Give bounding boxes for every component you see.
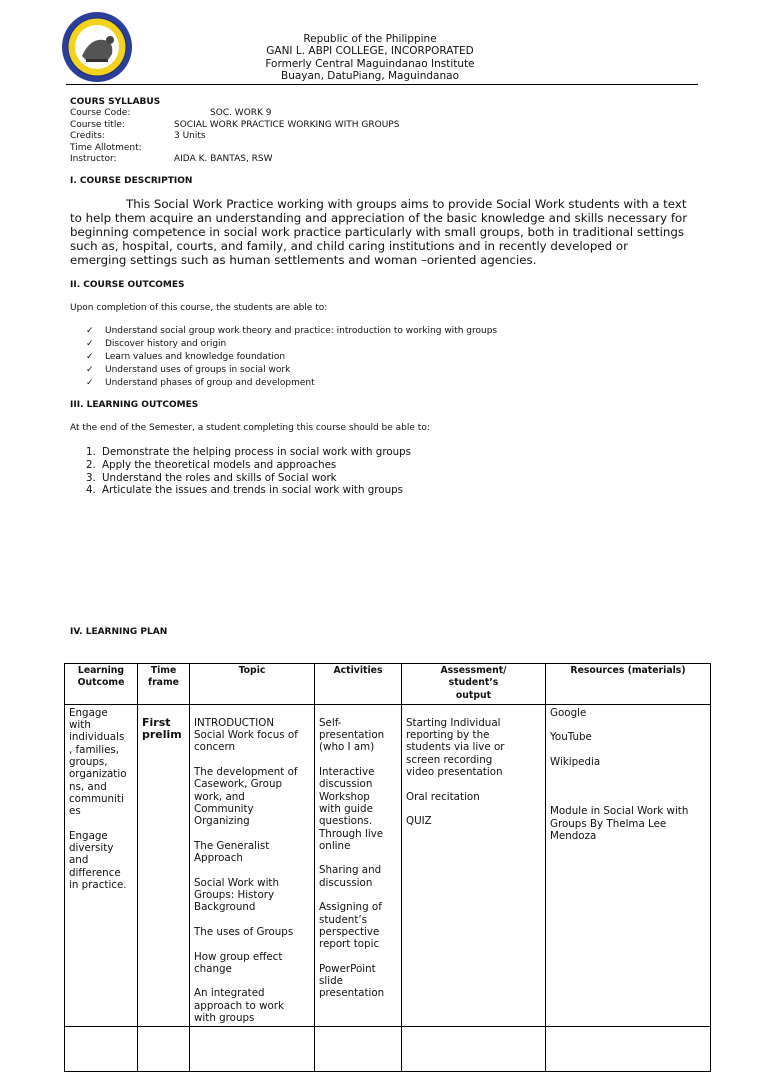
syllabus-heading: COURS SYLLABUS	[70, 97, 161, 107]
section4-heading: IV. LEARNING PLAN	[70, 627, 168, 637]
cell-text: slide	[319, 975, 343, 988]
cell-text: individuals	[69, 731, 125, 744]
course-code-label: Course Code:	[70, 108, 131, 118]
cell-text	[194, 938, 310, 950]
outcome-text: Understand uses of groups in social work	[105, 364, 291, 375]
cell-text: Community	[194, 802, 254, 815]
letterhead	[240, 33, 500, 82]
header-time-frame	[138, 664, 190, 705]
course-description: This Social Work Practice working with groups aims to provide Social Work students with a text to help them acquire an understanding and appreciation of the basic knowledge and skills necessary for beginning competence in social work practice particularly with small groups, both in traditional settings such as, hospital, courts, and family, and child caring institutions and in recently developed or emerging settings such as human settlements and woman –oriented agencies.	[70, 197, 688, 267]
cell-empty	[546, 1027, 711, 1072]
cell-text: concern	[194, 741, 236, 754]
header-text: Learning	[77, 665, 125, 676]
cell-text: How group effect	[194, 950, 283, 963]
section1-heading: I. COURSE DESCRIPTION	[70, 176, 193, 186]
cell-learning-outcome	[65, 704, 138, 1026]
section2-heading: II. COURSE OUTCOMES	[70, 280, 185, 290]
cell-text: with guide	[319, 802, 373, 815]
cell-text: perspective	[319, 925, 380, 938]
course-code-value: SOC. WORK 9	[210, 108, 272, 118]
item-text: Understand the roles and skills of Social work	[102, 471, 337, 484]
cell-text: work, and	[194, 790, 245, 803]
letterhead-former-name: Formerly Central Maguindanao Institute	[265, 57, 475, 70]
cell-text: The Generalist	[194, 839, 270, 852]
cell-text: organizatio	[69, 768, 127, 781]
table-row	[65, 1027, 711, 1072]
cell-text: Sharing and	[319, 864, 382, 877]
list-item	[86, 446, 411, 459]
list-item	[86, 325, 497, 338]
cell-activities	[315, 704, 402, 1026]
cell-text: Mendoza	[550, 829, 597, 842]
header-activities	[315, 664, 402, 705]
cell-text: Organizing	[194, 815, 250, 828]
checkmark-icon: ✓	[86, 326, 94, 336]
cell-text: INTRODUCTION	[194, 716, 275, 729]
header-text: Assessment/	[440, 665, 507, 676]
instructor-value: AIDA K. BANTAS, RSW	[174, 154, 273, 164]
cell-empty	[138, 1027, 190, 1072]
cell-empty	[402, 1027, 546, 1072]
cell-text: Oral recitation	[406, 790, 480, 803]
cell-text: groups,	[69, 756, 108, 769]
cell-text: presentation	[319, 729, 385, 742]
list-item	[86, 472, 411, 485]
cell-text: communiti	[69, 792, 124, 805]
cell-text: approach to work	[194, 999, 284, 1012]
cell-topic	[190, 704, 315, 1026]
cell-text: diversity	[69, 842, 114, 855]
instructor-label: Instructor:	[70, 154, 117, 164]
cell-text	[550, 719, 706, 731]
cell-text: with groups	[194, 1012, 255, 1025]
cell-text: and	[69, 854, 89, 867]
cell-text: presentation	[319, 987, 385, 1000]
checkmark-icon: ✓	[86, 351, 94, 362]
cell-text: student’s	[319, 913, 368, 926]
list-item	[86, 338, 497, 351]
cell-text: Module in Social Work with	[550, 805, 689, 818]
cell-text: discussion	[319, 876, 373, 889]
cell-text	[550, 781, 706, 793]
section3-heading: III. LEARNING OUTCOMES	[70, 400, 199, 410]
checkmark-icon: ✓	[86, 377, 94, 388]
list-item	[86, 459, 411, 472]
list-item	[86, 377, 497, 390]
cell-text: YouTube	[550, 731, 592, 744]
header-text: Topic	[238, 665, 266, 676]
cell-text	[194, 975, 310, 987]
cell-resources	[546, 704, 711, 1026]
cell-text: QUIZ	[406, 815, 432, 828]
header-text: output	[455, 689, 492, 701]
section3-intro: At the end of the Semester, a student completing this course should be able to:	[70, 423, 430, 433]
cell-empty	[190, 1027, 315, 1072]
cell-text: video presentation	[406, 766, 503, 779]
header-text: Outcome	[77, 677, 125, 689]
cell-text: prelim	[142, 728, 182, 742]
letterhead-address: Buayan, DatuPiang, Maguindanao	[280, 69, 459, 82]
item-number: 1.	[86, 446, 96, 458]
cell-text: Social Work with	[194, 876, 279, 889]
cell-text	[319, 852, 397, 864]
list-item	[86, 484, 411, 497]
cell-text: Starting Individual	[406, 716, 501, 729]
item-text: Articulate the issues and trends in social work with groups	[102, 484, 404, 497]
table-header-row	[65, 664, 711, 705]
section2-intro: Upon completion of this course, the students are able to:	[70, 303, 328, 313]
cell-text: online	[319, 839, 351, 852]
cell-text: Groups: History	[194, 889, 275, 902]
outcome-text: Learn values and knowledge foundation	[105, 351, 286, 362]
item-text: Apply the theoretical models and approaches	[102, 458, 337, 471]
header-learning-outcome	[65, 664, 138, 705]
time-allotment-label: Time Allotment:	[70, 142, 142, 153]
outcome-text: Understand phases of group and development	[105, 377, 315, 388]
cell-text	[69, 818, 133, 830]
cell-empty	[65, 1027, 138, 1072]
letterhead-country: Republic of the Philippine	[303, 33, 437, 45]
cell-text: Background	[194, 901, 256, 914]
credits-label: Credits:	[70, 131, 105, 141]
cell-text: Through live	[319, 827, 384, 840]
cell-text: questions.	[319, 815, 373, 828]
cell-text: Workshop	[319, 790, 370, 803]
cell-text: (who I am)	[319, 741, 375, 754]
checkmark-icon: ✓	[86, 338, 94, 349]
cell-text: Self-	[319, 716, 342, 729]
header-assessment	[402, 664, 546, 705]
list-item	[86, 364, 497, 377]
cell-text: Wikipedia	[550, 756, 601, 769]
header-resources	[546, 664, 711, 705]
cell-text: First	[142, 715, 171, 729]
cell-text: es	[69, 805, 81, 818]
cell-text	[550, 793, 706, 805]
header-text: student’s	[448, 677, 499, 689]
header-text: Activities	[333, 665, 383, 676]
cell-text	[194, 754, 310, 766]
cell-text: in practice.	[69, 879, 127, 892]
header-text: frame	[148, 677, 179, 689]
cell-text: Interactive	[319, 766, 375, 779]
cell-text: change	[194, 962, 232, 975]
cell-text: screen recording	[406, 753, 493, 766]
learning-plan-table	[64, 663, 711, 1072]
item-number: 2.	[86, 458, 96, 471]
cell-text	[319, 951, 397, 963]
credits-value: 3 Units	[174, 131, 206, 141]
cell-text	[194, 828, 310, 840]
cell-text: Google	[550, 706, 587, 719]
cell-text: The development of	[194, 766, 298, 779]
cell-text: Casework, Group	[194, 778, 283, 791]
cell-text: Approach	[194, 852, 243, 865]
cell-text: PowerPoint	[319, 962, 376, 975]
letterhead-college-name: GANI L. ABPI COLLEGE, INCORPORATED	[266, 45, 474, 58]
list-item	[86, 351, 497, 364]
cell-text: with	[69, 719, 91, 732]
outcome-text: Discover history and origin	[105, 338, 227, 349]
checkmark-icon: ✓	[86, 364, 94, 375]
cell-assessment	[402, 704, 546, 1026]
cell-text: Engage	[69, 829, 108, 842]
course-title-value: SOCIAL WORK PRACTICE WORKING WITH GROUPS	[174, 119, 400, 130]
outcome-text: Understand social group work theory and practice: introduction to working with groups	[105, 326, 498, 336]
table-row	[65, 704, 711, 1026]
cell-text: discussion	[319, 778, 373, 791]
cell-text: Social Work focus of	[194, 729, 298, 742]
cell-text: students via live or	[406, 741, 505, 754]
header-text: Time	[150, 665, 177, 676]
cell-text: The uses of Groups	[194, 925, 294, 938]
cell-text	[406, 778, 541, 790]
course-outcomes-list	[86, 325, 497, 390]
cell-text: report topic	[319, 938, 380, 951]
college-seal-logo	[60, 10, 134, 84]
cell-text	[319, 889, 397, 901]
item-number: 3.	[86, 471, 96, 484]
cell-time-frame	[138, 704, 190, 1026]
item-number: 4.	[86, 484, 96, 497]
course-title-label: Course title:	[70, 119, 125, 130]
item-text: Demonstrate the helping process in social work with groups	[102, 446, 412, 458]
header-text: Resources (materials)	[570, 665, 686, 676]
cell-text	[550, 744, 706, 756]
cell-text	[319, 754, 397, 766]
cell-text: An integrated	[194, 987, 265, 1000]
cell-text	[406, 803, 541, 815]
cell-text: reporting by the	[406, 729, 490, 742]
cell-text	[550, 768, 706, 780]
cell-text: Engage	[69, 706, 108, 719]
cell-text: Groups By Thelma Lee	[550, 817, 667, 830]
header-topic	[190, 664, 315, 705]
cell-text	[194, 914, 310, 926]
cell-empty	[315, 1027, 402, 1072]
cell-text: , families,	[69, 743, 120, 756]
cell-text	[194, 864, 310, 876]
cell-text: difference	[69, 866, 121, 879]
cell-text: Assigning of	[319, 901, 382, 914]
cell-text: ns, and	[69, 780, 107, 793]
learning-outcomes-list	[86, 446, 411, 497]
header-divider	[66, 84, 698, 85]
